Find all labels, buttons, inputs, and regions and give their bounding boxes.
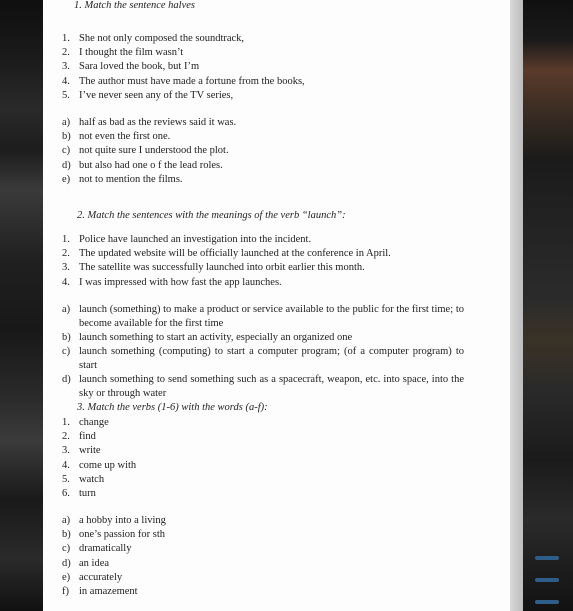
list-item: 3. write xyxy=(62,445,101,457)
list-item: b) one’s passion for sth xyxy=(62,529,166,541)
background-accent xyxy=(535,578,559,582)
exercise-2-sentences xyxy=(62,233,391,290)
page-edge xyxy=(510,0,523,611)
list-item: 2. find xyxy=(62,431,96,443)
list-item: 3. Sara loved the book, but I’m xyxy=(62,61,200,73)
list-item: a) half as bad as the reviews said it was. xyxy=(62,117,237,128)
list-item: a) a hobby into a living xyxy=(62,515,166,526)
list-item: e) accurately xyxy=(62,571,123,583)
list-item: b) launch something to start an activity, especially an organized one xyxy=(62,332,353,343)
list-item: c) not quite sure I understood the plot. xyxy=(62,145,229,157)
list-item: 5. I’ve never seen any of the TV series, xyxy=(62,89,234,101)
list-item: 1. change xyxy=(62,417,109,428)
exercise-2-meanings xyxy=(62,303,464,401)
list-item: 6. turn xyxy=(62,488,96,500)
background-right-strip xyxy=(523,0,573,611)
list-item: 4. come up with xyxy=(62,459,137,471)
list-item: 1. Police have launched an investigation into the incident. xyxy=(62,234,312,245)
list-item: 5. watch xyxy=(62,473,105,485)
exercise-3-words xyxy=(62,514,166,599)
list-item: 4. I was impressed with how fast the app launches. xyxy=(62,276,282,288)
list-item: d) an idea xyxy=(62,557,110,569)
exercise-1-endings xyxy=(62,116,236,187)
list-item: 4. The author must have made a fortune from the books, xyxy=(62,75,305,87)
exercise-3-title: 3. Match the verbs (1-6) with the words (a-f): xyxy=(77,402,268,413)
list-item: 1. She not only composed the soundtrack, xyxy=(62,33,245,44)
list-item: e) not to mention the films. xyxy=(62,173,183,185)
list-item: d) launch something to send something such as a spacecraft, weapon, etc. into space, into the sky or through water xyxy=(62,374,464,399)
exercise-1-title: 1. Match the sentence halves xyxy=(74,0,195,11)
list-item: 2. The updated website will be officially launched at the conference in April. xyxy=(62,248,391,260)
list-item: b) not even the first one. xyxy=(62,131,171,143)
background-accent xyxy=(535,600,559,604)
list-item: c) dramatically xyxy=(62,543,132,555)
background-accent xyxy=(535,556,559,560)
list-item: a) launch (something) to make a product or service available to the public for the first time; to become available for the first time xyxy=(62,304,464,329)
exercise-1-sentences xyxy=(62,32,305,103)
list-item: 2. I thought the film wasn’t xyxy=(62,47,184,59)
list-item: f) in amazement xyxy=(62,586,138,598)
exercise-2-title: 2. Match the sentences with the meanings of the verb “launch”: xyxy=(77,210,346,221)
list-item: c) launch something (computing) to start a computer program; (of a computer program) to start xyxy=(62,346,464,371)
worksheet-page xyxy=(43,0,510,611)
list-item: 3. The satellite was successfully launched into orbit earlier this month. xyxy=(62,262,365,274)
background-left-strip xyxy=(0,0,43,611)
exercise-3-verbs xyxy=(62,416,136,501)
list-item: d) but also had one o f the lead roles. xyxy=(62,159,223,171)
